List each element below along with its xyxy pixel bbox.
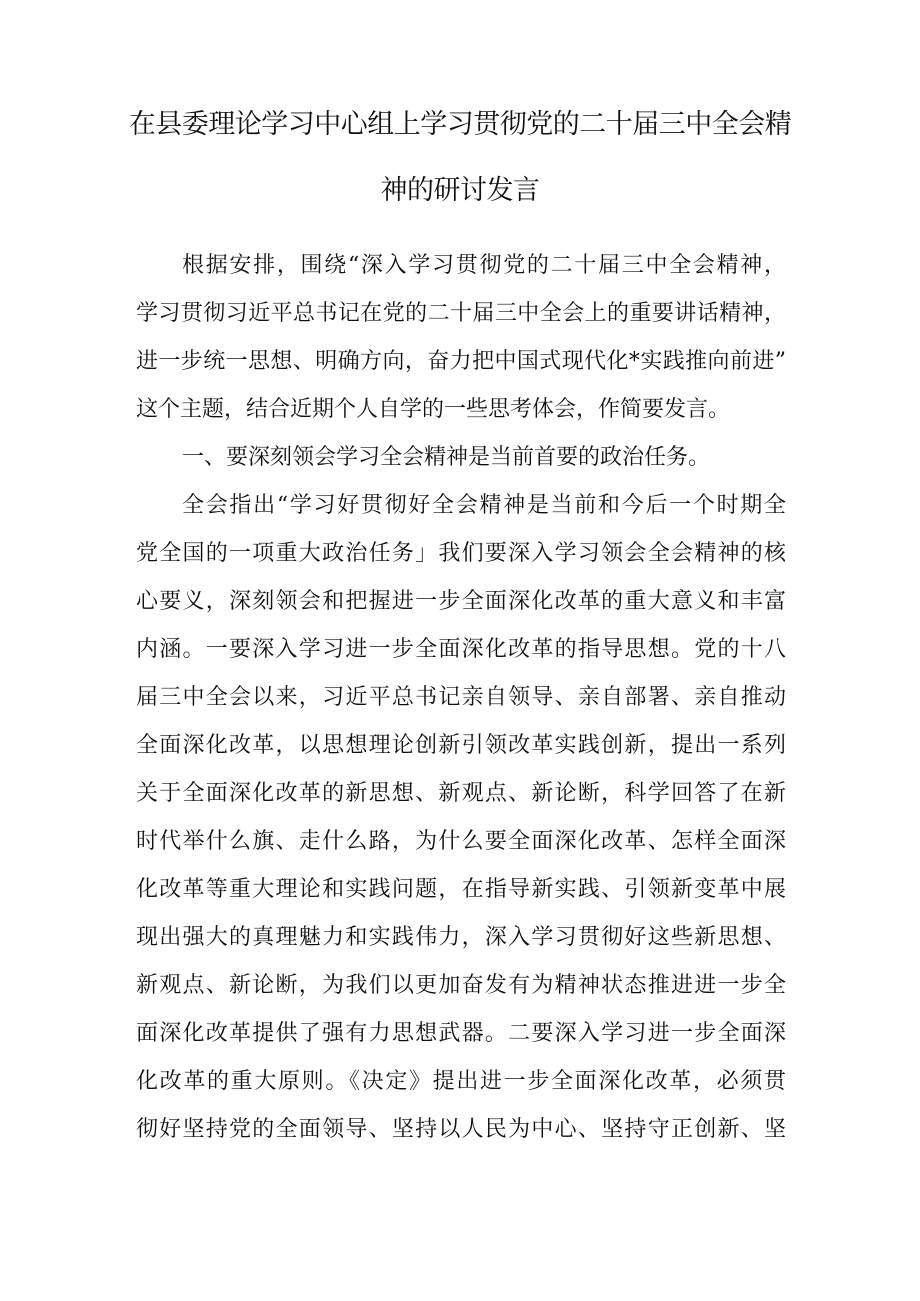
paragraph-line: 全面深化改革，以思想理论创新引领改革实践创新，提出一系列 [136,733,786,758]
paragraph-line: 时代举什么旗、走什么路，为什么要全面深化改革、怎样全面深 [136,829,786,854]
document-title-line-2: 神的研讨发言 [380,175,540,206]
paragraph-line: 化改革等重大理论和实践问题，在指导新实践、引领新变革中展 [136,877,786,902]
paragraph-line: 届三中全会以来，习近平总书记亲自领导、亲自部署、亲自推动 [136,685,786,710]
paragraph-line: 内涵。一要深入学习进一步全面深化改革的指导思想。党的十八 [136,637,786,662]
paragraph-line: 党全国的一项重大政治任务」我们要深入学习领会全会精神的核 [136,541,786,566]
paragraph-line: 面深化改革提供了强有力思想武器。二要深入学习进一步全面深 [136,1021,786,1046]
paragraph-line: 化改革的重大原则。《决定》提出进一步全面深化改革，必须贯 [136,1069,786,1094]
paragraph-line: 全会指出“学习好贯彻好全会精神是当前和今后一个时期全 [182,493,786,518]
paragraph-line: 根据安排，围绕“深入学习贯彻党的二十届三中全会精神， [182,253,786,278]
document-title-line-1: 在县委理论学习中心组上学习贯彻党的二十届三中全会精 [128,109,792,140]
paragraph-line: 关于全面深化改革的新思想、新观点、新论断，科学回答了在新 [136,781,786,806]
section-heading: 一、要深刻领会学习全会精神是当前首要的政治任务。 [182,445,711,470]
paragraph-line: 新观点、新论断，为我们以更加奋发有为精神状态推进进一步全 [136,973,786,998]
paragraph-line: 现出强大的真理魅力和实践伟力，深入学习贯彻好这些新思想、 [136,925,786,950]
paragraph-line: 这个主题，结合近期个人自学的一些思考体会，作简要发言。 [136,397,731,422]
paragraph-line: 学习贯彻习近平总书记在党的二十届三中全会上的重要讲话精神， [136,301,786,326]
paragraph-line: 进一步统一思想、明确方向，奋力把中国式现代化*实践推向前进” [136,349,786,374]
paragraph-line: 心要义，深刻领会和把握进一步全面深化改革的重大意义和丰富 [136,589,786,614]
paragraph-line: 彻好坚持党的全面领导、坚持以人民为中心、坚持守正创新、坚 [136,1117,786,1142]
